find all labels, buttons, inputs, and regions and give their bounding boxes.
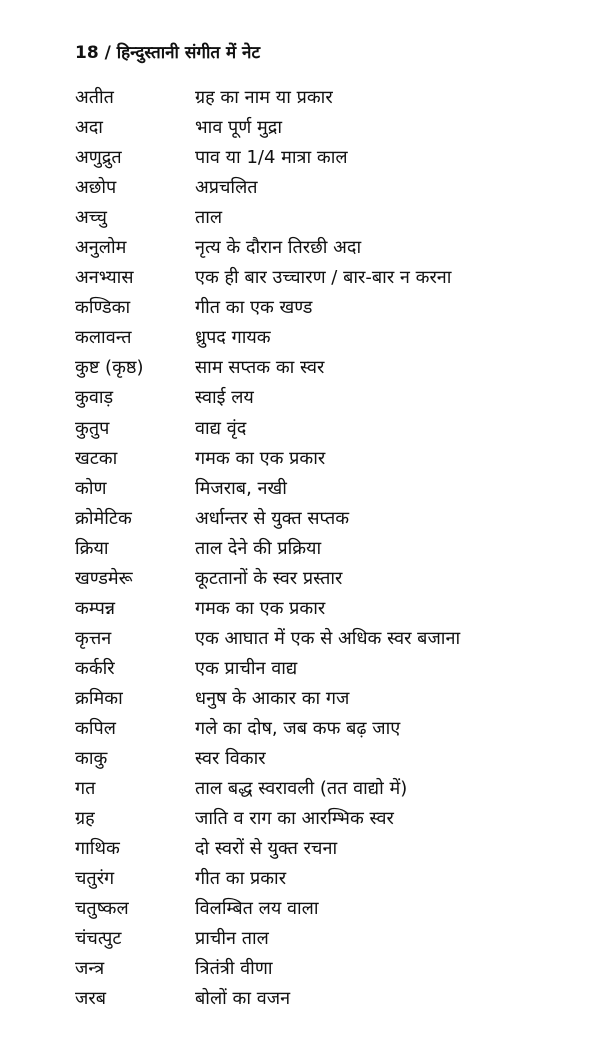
glossary-meaning: विलम्बित लय वाला	[195, 898, 319, 920]
glossary-meaning: ताल बद्ध स्वरावली (तत वाद्यो में)	[195, 778, 408, 800]
glossary-term: अनुलोम	[75, 237, 127, 259]
glossary-term: कुष्ट (कृष्ठ)	[75, 357, 144, 379]
glossary-meaning: साम सप्तक का स्वर	[195, 357, 325, 379]
glossary-term: चंचत्पुट	[75, 928, 122, 950]
glossary-meaning: नृत्य के दौरान तिरछी अदा	[195, 237, 362, 259]
glossary-term: कलावन्त	[75, 327, 132, 349]
glossary-term: क्रिया	[75, 537, 109, 559]
glossary-row	[75, 714, 575, 744]
glossary-row	[75, 624, 575, 654]
glossary-row	[75, 504, 575, 534]
glossary-meaning: मिजराब, नखी	[195, 477, 287, 499]
glossary-term: कृत्तन	[75, 627, 112, 649]
glossary-term: कर्करि	[75, 657, 115, 679]
glossary-meaning: प्राचीन ताल	[195, 928, 269, 950]
glossary-row	[75, 654, 575, 684]
glossary-meaning: ताल	[195, 207, 223, 229]
glossary-term: काकु	[75, 748, 108, 770]
glossary-term: अतीत	[75, 87, 114, 109]
glossary-term: कुतुप	[75, 417, 110, 439]
glossary-term: अछोप	[75, 177, 117, 199]
glossary-term: अच्चु	[75, 207, 107, 229]
glossary-row	[75, 353, 575, 383]
glossary-meaning: बोलों का वजन	[195, 988, 291, 1010]
glossary-row	[75, 323, 575, 353]
glossary-term: कुवाड़	[75, 387, 114, 409]
glossary-term: चतुष्कल	[75, 898, 129, 920]
glossary-meaning: स्वाई लय	[195, 387, 254, 409]
glossary-term: क्रोमेटिक	[75, 507, 132, 529]
glossary-meaning: गले का दोष, जब कफ बढ़ जाए	[195, 718, 401, 739]
glossary-row	[75, 293, 575, 323]
glossary-meaning: स्वर विकार	[195, 748, 266, 770]
glossary-row	[75, 804, 575, 834]
glossary-row	[75, 383, 575, 413]
glossary-row	[75, 113, 575, 143]
glossary-row	[75, 143, 575, 173]
glossary-meaning: पाव या 1/4 मात्रा काल	[195, 147, 348, 169]
glossary-row	[75, 444, 575, 474]
glossary-meaning: धनुष के आकार का गज	[195, 687, 350, 709]
glossary-row	[75, 984, 575, 1014]
glossary-row	[75, 474, 575, 504]
glossary-term: गत	[75, 778, 96, 800]
glossary-meaning: वाद्य वृंद	[195, 417, 247, 439]
glossary-row	[75, 744, 575, 774]
glossary-term: अनभ्यास	[75, 267, 134, 289]
glossary-meaning: भाव पूर्ण मुद्रा	[195, 117, 282, 139]
glossary-row	[75, 834, 575, 864]
glossary-list	[75, 83, 575, 1014]
glossary-term: ग्रह	[75, 808, 95, 830]
glossary-row	[75, 894, 575, 924]
glossary-row	[75, 263, 575, 293]
page-header: 18 / हिन्दुस्तानी संगीत में नेट	[75, 43, 261, 63]
glossary-term: चतुरंग	[75, 868, 115, 890]
glossary-meaning: गीत का प्रकार	[195, 868, 287, 890]
glossary-row	[75, 564, 575, 594]
glossary-row	[75, 233, 575, 263]
glossary-row	[75, 954, 575, 984]
glossary-meaning: एक आघात में एक से अधिक स्वर बजाना	[195, 627, 461, 649]
glossary-term: अणुद्रुत	[75, 147, 122, 169]
glossary-term: कण्डिका	[75, 297, 131, 319]
glossary-row	[75, 774, 575, 804]
glossary-term: अदा	[75, 117, 103, 139]
glossary-row	[75, 83, 575, 113]
glossary-meaning: अप्रचलित	[195, 177, 258, 199]
glossary-row	[75, 864, 575, 894]
glossary-term: क्रमिका	[75, 687, 123, 709]
glossary-row	[75, 203, 575, 233]
glossary-meaning: ध्रुपद गायक	[195, 327, 271, 349]
glossary-meaning: ग्रह का नाम या प्रकार	[195, 87, 333, 109]
glossary-meaning: गीत का एक खण्ड	[195, 297, 313, 319]
glossary-term: खटका	[75, 447, 118, 469]
glossary-term: खण्डमेरू	[75, 567, 133, 589]
glossary-row	[75, 684, 575, 714]
glossary-meaning: कूटतानों के स्वर प्रस्तार	[195, 567, 343, 589]
glossary-term: कम्पन्न	[75, 597, 116, 619]
glossary-meaning: गमक का एक प्रकार	[195, 597, 326, 619]
glossary-term: जन्त्र	[75, 958, 105, 980]
glossary-meaning: जाति व राग का आरम्भिक स्वर	[195, 808, 394, 830]
glossary-meaning: गमक का एक प्रकार	[195, 447, 326, 469]
glossary-meaning: ताल देने की प्रक्रिया	[195, 537, 322, 559]
glossary-meaning: एक ही बार उच्चारण / बार-बार न करना	[195, 267, 452, 289]
glossary-row	[75, 173, 575, 203]
glossary-meaning: एक प्राचीन वाद्य	[195, 657, 298, 679]
glossary-row	[75, 534, 575, 564]
glossary-meaning: त्रितंत्री वीणा	[195, 958, 273, 980]
glossary-row	[75, 594, 575, 624]
glossary-term: कोण	[75, 477, 107, 499]
glossary-term: जरब	[75, 988, 106, 1010]
glossary-row	[75, 924, 575, 954]
glossary-meaning: दो स्वरों से युक्त रचना	[195, 838, 338, 860]
glossary-term: कपिल	[75, 718, 116, 739]
glossary-row	[75, 414, 575, 444]
glossary-term: गाथिक	[75, 838, 120, 860]
glossary-meaning: अर्धान्तर से युक्त सप्तक	[195, 507, 350, 529]
